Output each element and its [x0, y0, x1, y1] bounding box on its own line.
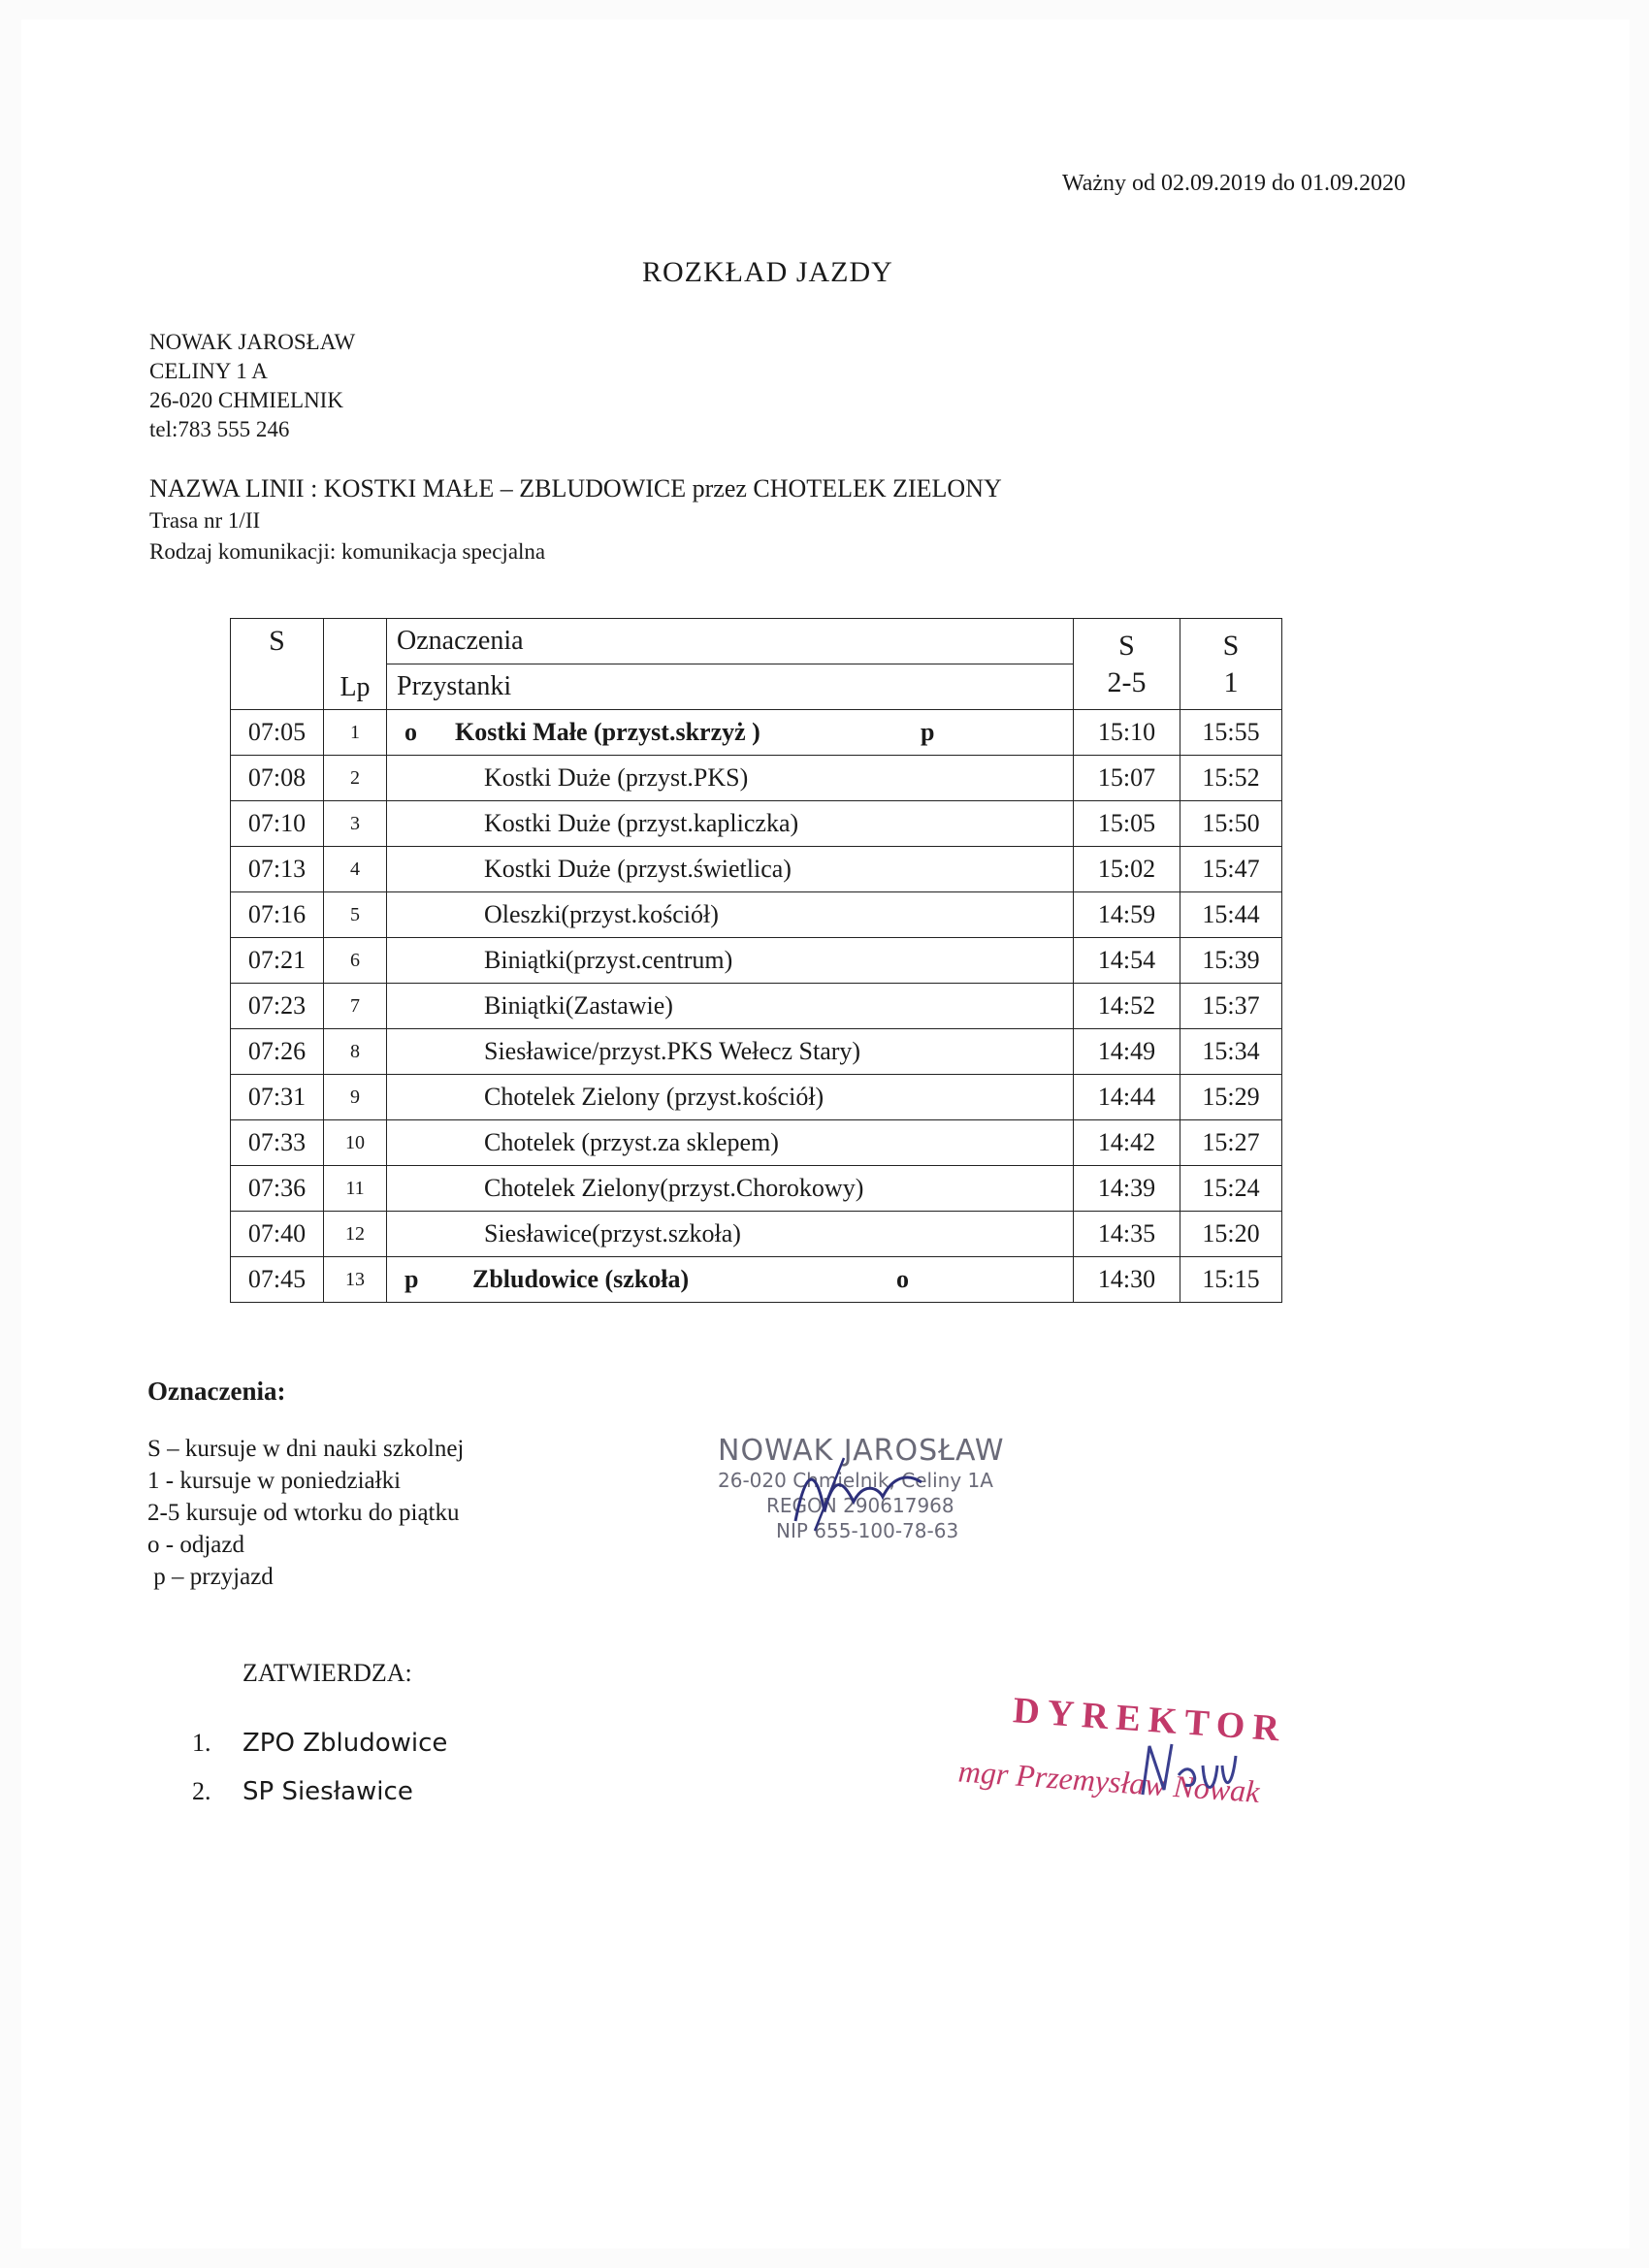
- time-s1: 15:34: [1180, 1029, 1282, 1075]
- legend-item: S – kursuje w dni nauki szkolnej: [147, 1436, 465, 1462]
- departure-s: 07:40: [231, 1212, 324, 1257]
- time-s25: 14:59: [1074, 892, 1180, 938]
- table-row: [231, 847, 1282, 892]
- legend-item: p – przyjazd: [147, 1564, 274, 1590]
- table-row: [231, 892, 1282, 938]
- validity-date: Ważny od 02.09.2019 do 01.09.2020: [1062, 171, 1406, 196]
- stop-name: Kostki Małe (przyst.skrzyż ): [455, 718, 760, 746]
- stamp-company-name: NOWAK JAROSŁAW: [718, 1434, 1005, 1468]
- time-s1: 15:52: [1180, 756, 1282, 801]
- table-row: [231, 1029, 1282, 1075]
- stop-name: Chotelek (przyst.za sklepem): [484, 1128, 779, 1156]
- time-s1: 15:29: [1180, 1075, 1282, 1120]
- stop-cell: [387, 801, 1074, 847]
- stop-name: Chotelek Zielony(przyst.Chorokowy): [484, 1174, 864, 1202]
- time-s25: 14:35: [1074, 1212, 1180, 1257]
- stop-cell: [387, 1075, 1074, 1120]
- stop-name: Kostki Duże (przyst.kapliczka): [484, 809, 799, 837]
- time-s1: 15:15: [1180, 1257, 1282, 1303]
- mark-right: p: [921, 718, 935, 746]
- departure-s: 07:16: [231, 892, 324, 938]
- time-s1: 15:47: [1180, 847, 1282, 892]
- stop-name: Zbludowice (szkoła): [472, 1265, 690, 1293]
- stop-number: 5: [324, 892, 387, 938]
- table-row: [231, 1166, 1282, 1212]
- time-s1: 15:55: [1180, 710, 1282, 756]
- stop-number: 13: [324, 1257, 387, 1303]
- stop-name: Kostki Duże (przyst.PKS): [484, 763, 749, 792]
- time-s1: 15:20: [1180, 1212, 1282, 1257]
- stop-cell: [387, 847, 1074, 892]
- approval-item: 2. SP Siesławice: [192, 1777, 413, 1806]
- time-s25: 14:54: [1074, 938, 1180, 984]
- header-s: S: [231, 619, 324, 710]
- time-s1: 15:44: [1180, 892, 1282, 938]
- company-phone: tel:783 555 246: [149, 417, 290, 441]
- table-row: [231, 938, 1282, 984]
- time-s25: 14:39: [1074, 1166, 1180, 1212]
- stop-cell: [387, 710, 1074, 756]
- departure-s: 07:45: [231, 1257, 324, 1303]
- table-row: [231, 1212, 1282, 1257]
- departure-s: 07:13: [231, 847, 324, 892]
- approval-item: 1. ZPO Zbludowice: [192, 1729, 448, 1758]
- time-s1: 15:27: [1180, 1120, 1282, 1166]
- stop-number: 10: [324, 1120, 387, 1166]
- legend-item: o - odjazd: [147, 1532, 244, 1558]
- timetable: [230, 618, 1282, 1303]
- legend: [147, 1376, 464, 1593]
- mark-right: o: [896, 1265, 909, 1293]
- header-stops: Przystanki: [387, 664, 1074, 710]
- table-row: [231, 1075, 1282, 1120]
- line-info: [149, 472, 1002, 567]
- stop-name: Oleszki(przyst.kościół): [484, 900, 719, 928]
- time-s25: 15:07: [1074, 756, 1180, 801]
- time-s1: 15:24: [1180, 1166, 1282, 1212]
- stop-cell: [387, 1120, 1074, 1166]
- stop-cell: [387, 1166, 1074, 1212]
- time-s25: 15:10: [1074, 710, 1180, 756]
- communication-type: Rodzaj komunikacji: komunikacja specjalna: [149, 539, 546, 564]
- stamp-nip: NIP 655-100-78-63: [776, 1519, 959, 1542]
- time-s1: 15:37: [1180, 984, 1282, 1029]
- time-s1: 15:50: [1180, 801, 1282, 847]
- departure-s: 07:36: [231, 1166, 324, 1212]
- stop-number: 12: [324, 1212, 387, 1257]
- stop-cell: [387, 892, 1074, 938]
- route-number: Trasa nr 1/II: [149, 508, 261, 533]
- stop-number: 4: [324, 847, 387, 892]
- approval-list: [192, 1719, 447, 1816]
- company-name: NOWAK JAROSŁAW: [149, 330, 356, 354]
- legend-item: 2-5 kursuje od wtorku do piątku: [147, 1500, 460, 1526]
- time-s25: 14:52: [1074, 984, 1180, 1029]
- time-s25: 15:05: [1074, 801, 1180, 847]
- signature-company: [786, 1453, 931, 1540]
- mark-left: p: [404, 1265, 419, 1293]
- stop-name: Biniątki(Zastawie): [484, 991, 673, 1020]
- approval-title: ZATWIERDZA:: [242, 1659, 412, 1687]
- stop-number: 1: [324, 710, 387, 756]
- stop-number: 9: [324, 1075, 387, 1120]
- legend-title: Oznaczenia:: [147, 1377, 286, 1406]
- header-s25: S 2-5: [1074, 619, 1180, 710]
- stop-number: 11: [324, 1166, 387, 1212]
- stop-number: 2: [324, 756, 387, 801]
- header-lp: Lp: [324, 619, 387, 710]
- stop-name: Siesławice/przyst.PKS Wełecz Stary): [484, 1037, 861, 1065]
- stamp-regon: REGON 290617968: [766, 1494, 954, 1517]
- stop-cell: [387, 938, 1074, 984]
- table-header-row: [231, 619, 1282, 664]
- stop-number: 3: [324, 801, 387, 847]
- departure-s: 07:26: [231, 1029, 324, 1075]
- stop-number: 8: [324, 1029, 387, 1075]
- director-name: mgr Przemysław Nowak: [956, 1753, 1261, 1810]
- table-row: [231, 756, 1282, 801]
- time-s25: 14:49: [1074, 1029, 1180, 1075]
- table-row: [231, 710, 1282, 756]
- company-street: CELINY 1 A: [149, 359, 268, 383]
- stop-cell: [387, 984, 1074, 1029]
- table-row: [231, 1120, 1282, 1166]
- time-s1: 15:39: [1180, 938, 1282, 984]
- departure-s: 07:23: [231, 984, 324, 1029]
- time-s25: 15:02: [1074, 847, 1180, 892]
- table-row: [231, 984, 1282, 1029]
- stop-name: Siesławice(przyst.szkoła): [484, 1219, 741, 1247]
- line-name: NAZWA LINII : KOSTKI MAŁE – ZBLUDOWICE przez CHOTELEK ZIELONY: [149, 474, 1002, 502]
- page-title: ROZKŁAD JAZDY: [642, 256, 893, 288]
- stop-number: 6: [324, 938, 387, 984]
- header-s1: S 1: [1180, 619, 1282, 710]
- departure-s: 07:21: [231, 938, 324, 984]
- stop-number: 7: [324, 984, 387, 1029]
- header-marks: Oznaczenia: [387, 619, 1074, 664]
- stop-cell: [387, 1257, 1074, 1303]
- time-s25: 14:30: [1074, 1257, 1180, 1303]
- departure-s: 07:05: [231, 710, 324, 756]
- mark-left: o: [404, 718, 417, 746]
- stop-name: Kostki Duże (przyst.świetlica): [484, 855, 792, 883]
- departure-s: 07:10: [231, 801, 324, 847]
- table-row: [231, 1257, 1282, 1303]
- company-address: [149, 328, 355, 444]
- stop-name: Biniątki(przyst.centrum): [484, 946, 733, 974]
- time-s25: 14:42: [1074, 1120, 1180, 1166]
- stamp-address: 26-020 Chmielnik, Celiny 1A: [718, 1469, 993, 1492]
- table-row: [231, 801, 1282, 847]
- departure-s: 07:33: [231, 1120, 324, 1166]
- stop-cell: [387, 756, 1074, 801]
- signature-director: [1135, 1736, 1242, 1814]
- director-title: DYREKTOR: [1012, 1690, 1289, 1750]
- time-s25: 14:44: [1074, 1075, 1180, 1120]
- stop-cell: [387, 1029, 1074, 1075]
- legend-item: 1 - kursuje w poniedziałki: [147, 1468, 402, 1494]
- stop-name: Chotelek Zielony (przyst.kościół): [484, 1083, 824, 1111]
- company-city: 26-020 CHMIELNIK: [149, 388, 343, 412]
- stop-cell: [387, 1212, 1074, 1257]
- departure-s: 07:08: [231, 756, 324, 801]
- departure-s: 07:31: [231, 1075, 324, 1120]
